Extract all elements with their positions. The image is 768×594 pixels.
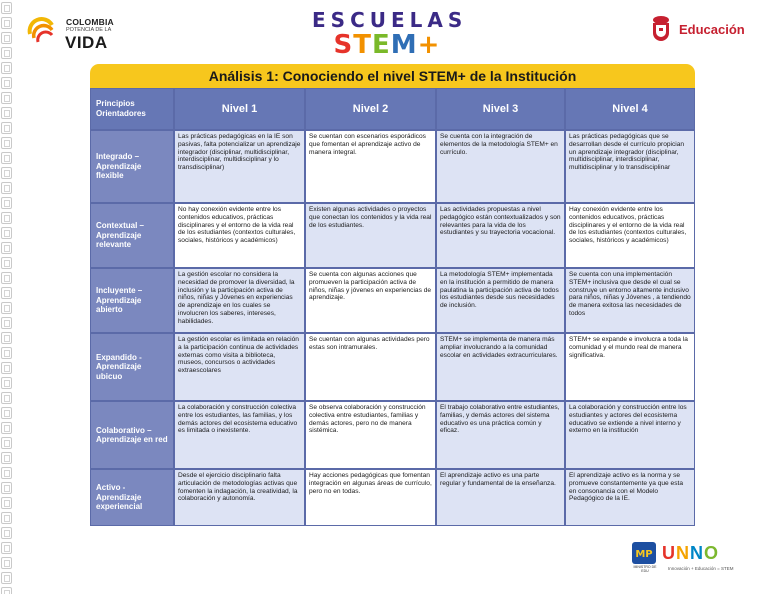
strip-pattern-tile xyxy=(1,302,12,314)
title-bar xyxy=(90,64,695,88)
strip-pattern-tile xyxy=(1,242,12,254)
strip-pattern-tile xyxy=(1,422,12,434)
strip-pattern-tile xyxy=(1,212,12,224)
table-cell-level-2: Se observa colaboración y construcción colectiva entre estudiantes, familias y demás actores, pero no de manera sistémica. xyxy=(305,401,436,469)
strip-pattern-tile xyxy=(1,377,12,389)
table-cell-level-2: Hay acciones pedagógicas que fomentan integración en algunas áreas de currículo, pero no en todas. xyxy=(305,469,436,526)
row-header-principle: Colaborativo – Aprendizaje en red xyxy=(90,401,174,469)
strip-pattern-tile xyxy=(1,62,12,74)
strip-pattern-tile xyxy=(1,2,12,14)
table-cell-level-4: Se cuenta con una implementación STEM+ inclusiva que desde el cual se construye un entorno altamente inclusivo para niños, niñas y Jóvenes , a tendiendo de manera exitosa las necesidades de todos xyxy=(565,268,695,333)
strip-pattern-tile xyxy=(1,317,12,329)
strip-pattern-tile xyxy=(1,407,12,419)
table-cell-level-3: El trabajo colaborativo entre estudiantes, familias, y demás actores del sistema educativo es una práctica común y eficaz. xyxy=(436,401,565,469)
table-cell-level-1: Desde el ejercicio disciplinario falta articulación de metodologías activas que fomenten la indagación, la creatividad, la colaboración y autonomía. xyxy=(174,469,305,526)
row-header-principle: Contextual – Aprendizaje relevante xyxy=(90,203,174,268)
strip-pattern-tile xyxy=(1,557,12,569)
coat-of-arms-icon xyxy=(648,14,674,44)
table-cell-level-4: Hay conexión evidente entre los contenidos educativos, prácticas disciplinares y el entorno de la vida real de los estudiantes (contextos culturales, sociales, históricos y académicos) xyxy=(565,203,695,268)
stem-letter: E xyxy=(372,30,391,60)
strip-pattern-tile xyxy=(1,482,12,494)
table-cell-level-1: Las prácticas pedagógicas en la IE son pasivas, falta potencializar un aprendizaje integrador (disciplinar, multidisciplinar, interdisciplinar, multidisciplinar y lo transdisciplinar) xyxy=(174,130,305,203)
colombia-logo-line2: POTENCIA DE LA xyxy=(66,27,112,33)
unno-tagline: Innovación + Educación = STEM xyxy=(668,566,734,571)
strip-pattern-tile xyxy=(1,332,12,344)
ministry-mp-logo-icon xyxy=(632,542,656,564)
strip-pattern-tile xyxy=(1,47,12,59)
table-cell-level-3: Se cuenta con la integración de elementos de la metodología STEM+ en currículo. xyxy=(436,130,565,203)
table-cell-level-1: La colaboración y construcción colectiva entre los estudiantes, las familias, y los demás actores del ecosistema educativo es limitada o inexistente. xyxy=(174,401,305,469)
stem-letter: S xyxy=(333,30,354,60)
strip-pattern-tile xyxy=(1,227,12,239)
strip-pattern-tile xyxy=(1,452,12,464)
row-header-principle: Incluyente – Aprendizaje abierto xyxy=(90,268,174,333)
strip-pattern-tile xyxy=(1,587,12,594)
strip-pattern-tile xyxy=(1,467,12,479)
table-cell-level-4: STEM+ se expande e involucra a toda la comunidad y el mundo real de manera significativa. xyxy=(565,333,695,401)
table-cell-level-2: Se cuentan con algunas actividades pero estas son intramurales. xyxy=(305,333,436,401)
table-cell-level-4: El aprendizaje activo es la norma y se promueve constantemente ya que esta en consonancia con el Modelo Pedagógico de la IE. xyxy=(565,469,695,526)
strip-pattern-tile xyxy=(1,167,12,179)
strip-pattern-tile xyxy=(1,137,12,149)
strip-pattern-tile xyxy=(1,122,12,134)
colombia-swoosh-icon xyxy=(24,16,64,52)
strip-pattern-tile xyxy=(1,32,12,44)
table-cell-level-3: El aprendizaje activo es una parte regular y fundamental de la enseñanza. xyxy=(436,469,565,526)
colombia-logo-line1: COLOMBIA xyxy=(66,17,114,27)
column-header-principles: Principios Orientadores xyxy=(90,88,174,130)
decorative-side-strip xyxy=(0,0,14,594)
strip-pattern-tile xyxy=(1,347,12,359)
stem-letter: + xyxy=(417,30,441,60)
page-title: Análisis 1: Conociendo el nivel STEM+ de la Institución xyxy=(208,68,577,84)
escuelas-stem-logo xyxy=(312,8,468,61)
table-cell-level-3: La metodología STEM+ implementada en la institución a permitido de manera paulatina la participación activa de todos los estudiantes desde sus necesidades de inclusión. xyxy=(436,268,565,333)
table-cell-level-2: Se cuenta con algunas acciones que promueven la participación activa de niños, niñas y jóvenes en experiencias de aprendizaje. xyxy=(305,268,436,333)
stem-letter: T xyxy=(353,30,373,60)
strip-pattern-tile xyxy=(1,92,12,104)
unno-letter: U xyxy=(662,543,676,563)
strip-pattern-tile xyxy=(1,182,12,194)
table-cell-level-1: No hay conexión evidente entre los contenidos educativos, prácticas disciplinares y el entorno de la vida real de los estudiantes (contextos culturales, sociales, históricos y académicos) xyxy=(174,203,305,268)
table-cell-level-1: La gestión escolar no considera la necesidad de promover la diversidad, la inclusión y la participación activa de niños, niñas y Jóvenes en experiencias de aprendizaje en los cuales se involucren los saberes, intereses, habilidades. xyxy=(174,268,305,333)
column-header-level-2: Nivel 2 xyxy=(305,88,436,130)
column-header-level-4: Nivel 4 xyxy=(565,88,695,130)
strip-pattern-tile xyxy=(1,17,12,29)
table-cell-level-4: Las prácticas pedagógicas que se desarrollan desde el currículo propician un aprendizaje integrador (disciplinar, multidisciplinar, interdisciplinar, multidisciplinar y lo transdisciplinar xyxy=(565,130,695,203)
table-cell-level-1: La gestión escolar es limitada en relación a la participación continua de actividades externas como visita a biblioteca, museos, concursos o actividades extraescolares xyxy=(174,333,305,401)
strip-pattern-tile xyxy=(1,197,12,209)
table-cell-level-2: Existen algunas actividades o proyectos que conectan los contenidos y la vida real de los estudiantes. xyxy=(305,203,436,268)
strip-pattern-tile xyxy=(1,437,12,449)
column-header-level-1: Nivel 1 xyxy=(174,88,305,130)
unno-letter: N xyxy=(676,543,690,563)
row-header-principle: Integrado – Aprendizaje flexible xyxy=(90,130,174,203)
table-cell-level-2: Se cuentan con escenarios esporádicos que fomentan el aprendizaje activo de manera integral. xyxy=(305,130,436,203)
strip-pattern-tile xyxy=(1,77,12,89)
educacion-label: Educación xyxy=(679,22,745,37)
table-cell-level-4: La colaboración y construcción entre los estudiantes y actores del ecosistema educativo se extiende a nivel interno y externo en la institución xyxy=(565,401,695,469)
strip-pattern-tile xyxy=(1,527,12,539)
mp-logo-caption: MINISTRO DE EDU xyxy=(633,565,657,573)
table-cell-level-3: STEM+ se implementa de manera más ampliar involucrando a la comunidad escolar en actividades extracurriculares. xyxy=(436,333,565,401)
colombia-potencia-logo xyxy=(24,16,124,52)
ministerio-educacion-logo xyxy=(648,14,748,48)
svg-text:MP: MP xyxy=(635,549,653,560)
strip-pattern-tile xyxy=(1,362,12,374)
table-cell-level-3: Las actividades propuestas a nivel pedagógico están contextualizados y son relevantes para la vida de los estudiantes y su trayectoria vocacional. xyxy=(436,203,565,268)
strip-pattern-tile xyxy=(1,257,12,269)
column-header-level-3: Nivel 3 xyxy=(436,88,565,130)
colombia-logo-line3: VIDA xyxy=(65,33,108,52)
strip-pattern-tile xyxy=(1,272,12,284)
strip-pattern-tile xyxy=(1,542,12,554)
escuelas-logo-line1: ESCUELAS xyxy=(312,8,468,32)
unno-letter: O xyxy=(704,543,720,563)
strip-pattern-tile xyxy=(1,512,12,524)
strip-pattern-tile xyxy=(1,152,12,164)
unno-logo xyxy=(662,542,719,564)
row-header-principle: Expandido - Aprendizaje ubicuo xyxy=(90,333,174,401)
strip-pattern-tile xyxy=(1,392,12,404)
row-header-principle: Activo - Aprendizaje experiencial xyxy=(90,469,174,526)
strip-pattern-tile xyxy=(1,572,12,584)
stem-letter: M xyxy=(390,30,418,60)
levels-table xyxy=(90,88,695,526)
strip-pattern-tile xyxy=(1,287,12,299)
unno-letter: N xyxy=(690,543,704,563)
stem-logo-letters xyxy=(312,31,462,59)
strip-pattern-tile xyxy=(1,107,12,119)
strip-pattern-tile xyxy=(1,497,12,509)
footer-logos xyxy=(632,542,744,578)
